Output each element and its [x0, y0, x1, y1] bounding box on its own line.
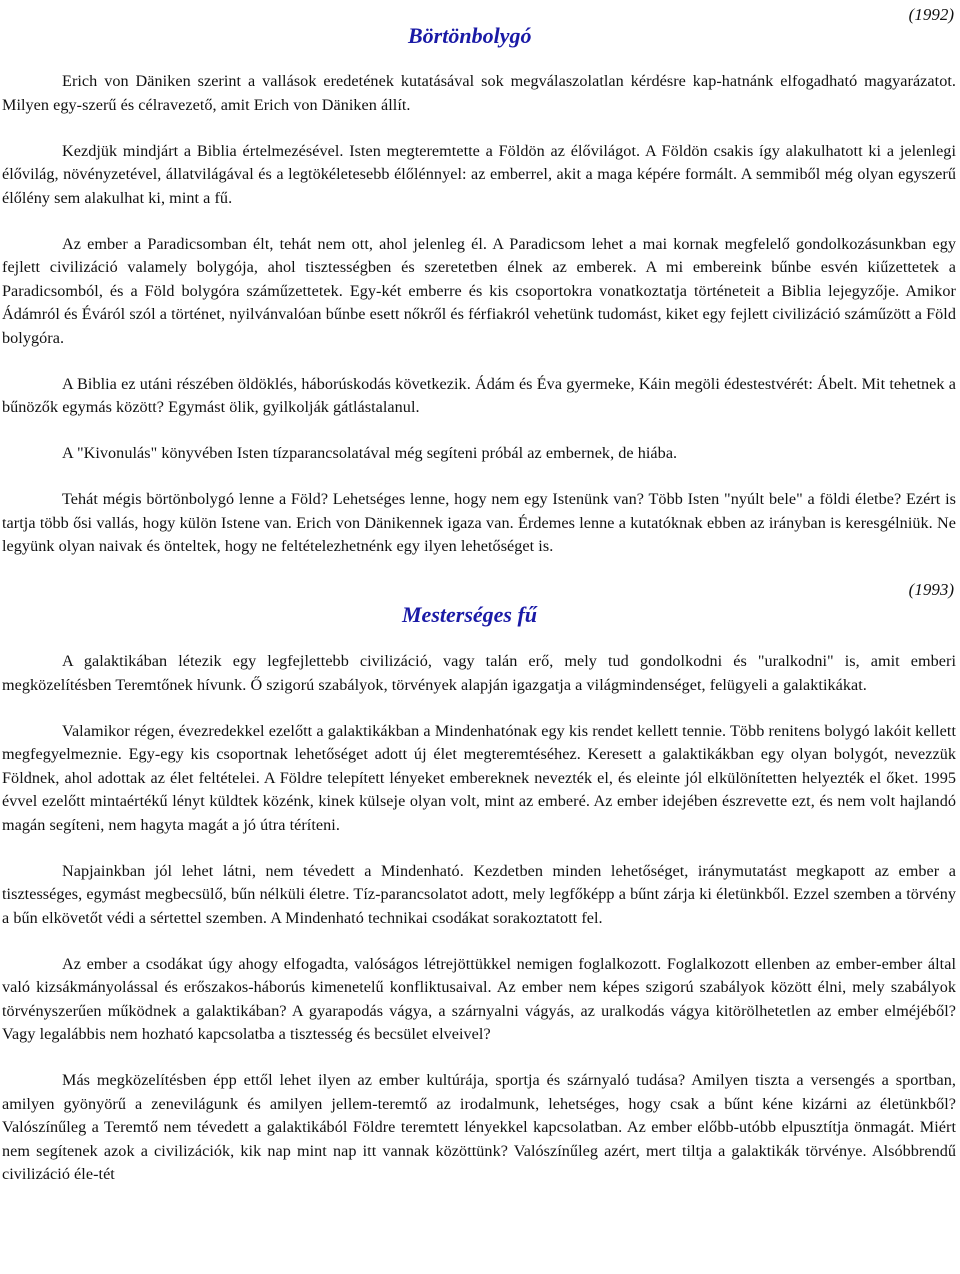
paragraph: Az ember a csodákat úgy ahogy elfogadta, valóságos létrejöttükkel nemigen foglalkozott. Foglalkozott ellenben az ember-ember által való kizsákmányolással és erőszakos-háborús kimenetelű konfliktusaival. Az ember nem képes szigorú szabályok között élni, mely szabályok törvényszerűen működnek a galaktikában? A gyarapodás vágya, a szárnyalni vágyás, az uralkodás vágya kitörölhetetlen az ember elméjéből? Vagy legalábbis nem hozható kapcsolatba a tisztesség és becsület elveivel? [2, 954, 956, 1043]
section-1-body [2, 70, 956, 559]
paragraph: A galaktikában létezik egy legfejlettebb civilizáció, vagy talán erő, mely tud gondolkodni és "uralkodni" is, amit emberi megközelítésben Teremtőnek hívunk. Ő szigorú szabályok, törvények alapján igazgatja a világmindenséget, felügyeli a galaktikákat. [2, 652, 956, 694]
paragraph: A "Kivonulás" könyvében Isten tízparancsolatával még segíteni próbál az embernek, de hiába. [62, 444, 678, 462]
section-2-year: (1993) [908, 580, 954, 599]
section-1-title: Börtönbolygó [408, 23, 532, 48]
paragraph: Tehát mégis börtönbolygó lenne a Föld? Lehetséges lenne, hogy nem egy Istenünk van? Több Isten "nyúlt bele" a földi életbe? Ezért is tartja több ősi vallás, hogy külön Istene van. Erich von Dänikennek igaza van. Érdemes lenne a kutatóknak ebben az irányban is keresgélniük. Ne legyünk olyan naivak és önteltek, hogy ne feltételezhetnénk egy ilyen lehetőséget is. [2, 490, 956, 555]
paragraph: Valamikor régen, évezredekkel ezelőtt a galaktikákban a Mindenhatónak egy kis rendet kellett tennie. Több renitens bolygó lakóit kellett megfegyelmeznie. Egy-egy kis csoportnak lehetőséget adott új élet megteremtéséhez. Keresett a galaktikákban egy olyan bolygót, nevezzük Földnek, ahol adottak az élet feltételei. A Földre telepített lényeket embereknek nevezték el, és eleinte jól elkülönítetten helyezték el őket. 1995 évvel ezelőtt mintaértékű lényt küldtek közénk, kinek külseje olyan volt, mint az emberé. Az ember idejében észrevette ezt, és nem volt hajlandó magán segíteni, nem hagyta magát a jó útra téríteni. [2, 721, 956, 834]
paragraph: A Biblia ez utáni részében öldöklés, háborúskodás következik. Ádám és Éva gyermeke, Káin megöli édestestvérét: Ábelt. Mit tehetnek a bűnözők egymás között? Egymást ölik, gyilkolják gátlástalanul. [2, 374, 956, 416]
paragraph: Az ember a Paradicsomban élt, tehát nem ott, ahol jelenleg él. A Paradicsom lehet a mai kornak megfelelő gondolkozásunkban egy fejlett civilizáció valamely bolygója, ahol tisztességben és szeretetben élnek az emberek. A mi embereink bűnbe esvén kiűzettetek a Paradicsomból, és a Föld bolygóra száműzettetek. Egy-két emberre és kis csoportokra vonatkoztatja történeteit a Biblia lejegyzője. Amikor Ádámról és Éváról szól a történet, nyilvánvalóan bűnbe esett nőkről és férfiakról vehetünk tudomást, kiket egy fejlett civilizáció száműzött a Föld bolygóra. [2, 234, 956, 347]
section-2-body [2, 650, 956, 1187]
paragraph: Napjainkban jól lehet látni, nem tévedett a Mindenható. Kezdetben minden lehetőséget, iránymutatást megkapott az ember a tisztességes, egymást megbecsülő, bűn nélküli életre. Tíz-parancsolatot adott, mely legfőképp a bűnt zárja ki életünkből. Ezzel szemben a törvény a bűn elkövetőt védi a sértettel szemben. A Mindenható technikai csodákat sorakoztatott fel. [2, 861, 956, 927]
paragraph: Más megközelítésben épp ettől lehet ilyen az ember kultúrája, sportja és szárnyaló tudása? Amilyen tiszta a versengés a sportban, amilyen gyönyörű a zenevilágunk és amilyen jellem-teremtő az irodalmunk, lehetséges, hogy csak a bűnt kéne kizárni az életünkből? Valószínűleg a Teremtő nem tévedett a galaktikából Földre teremtett lényekkel kapcsolatban. Az ember előbb-utóbb elpusztítja önmagát. Miért nem segítenek azok a civilizációk, kik nap mint nap itt vannak közöttünk? Valószínűleg azért, mert tiltja a galaktikák törvénye. Alsóbbrendű civilizáció éle-tét [2, 1071, 956, 1183]
section-2-title: Mesterséges fű [402, 602, 538, 627]
section-1-year: (1992) [908, 5, 954, 24]
paragraph: Kezdjük mindjárt a Biblia értelmezésével. Isten megteremtette a Földön az élővilágot. A Földön csakis így alakulhatott ki a jelenlegi élővilág, növényzetével, állatvilágával és a legtökéletesebb élőlénnyel: az emberrel, akit a maga képére formált. A semmiből még olyan egyszerű élőlény sem alakulhat ki, mint a fű. [2, 141, 956, 207]
paragraph: Erich von Däniken szerint a vallások eredetének kutatásával sok megválaszolatlan kérdésre kap-hatnánk elfogadható magyarázatot. Milyen egy-szerű és célravezető, amit Erich von Däniken állít. [2, 72, 956, 114]
